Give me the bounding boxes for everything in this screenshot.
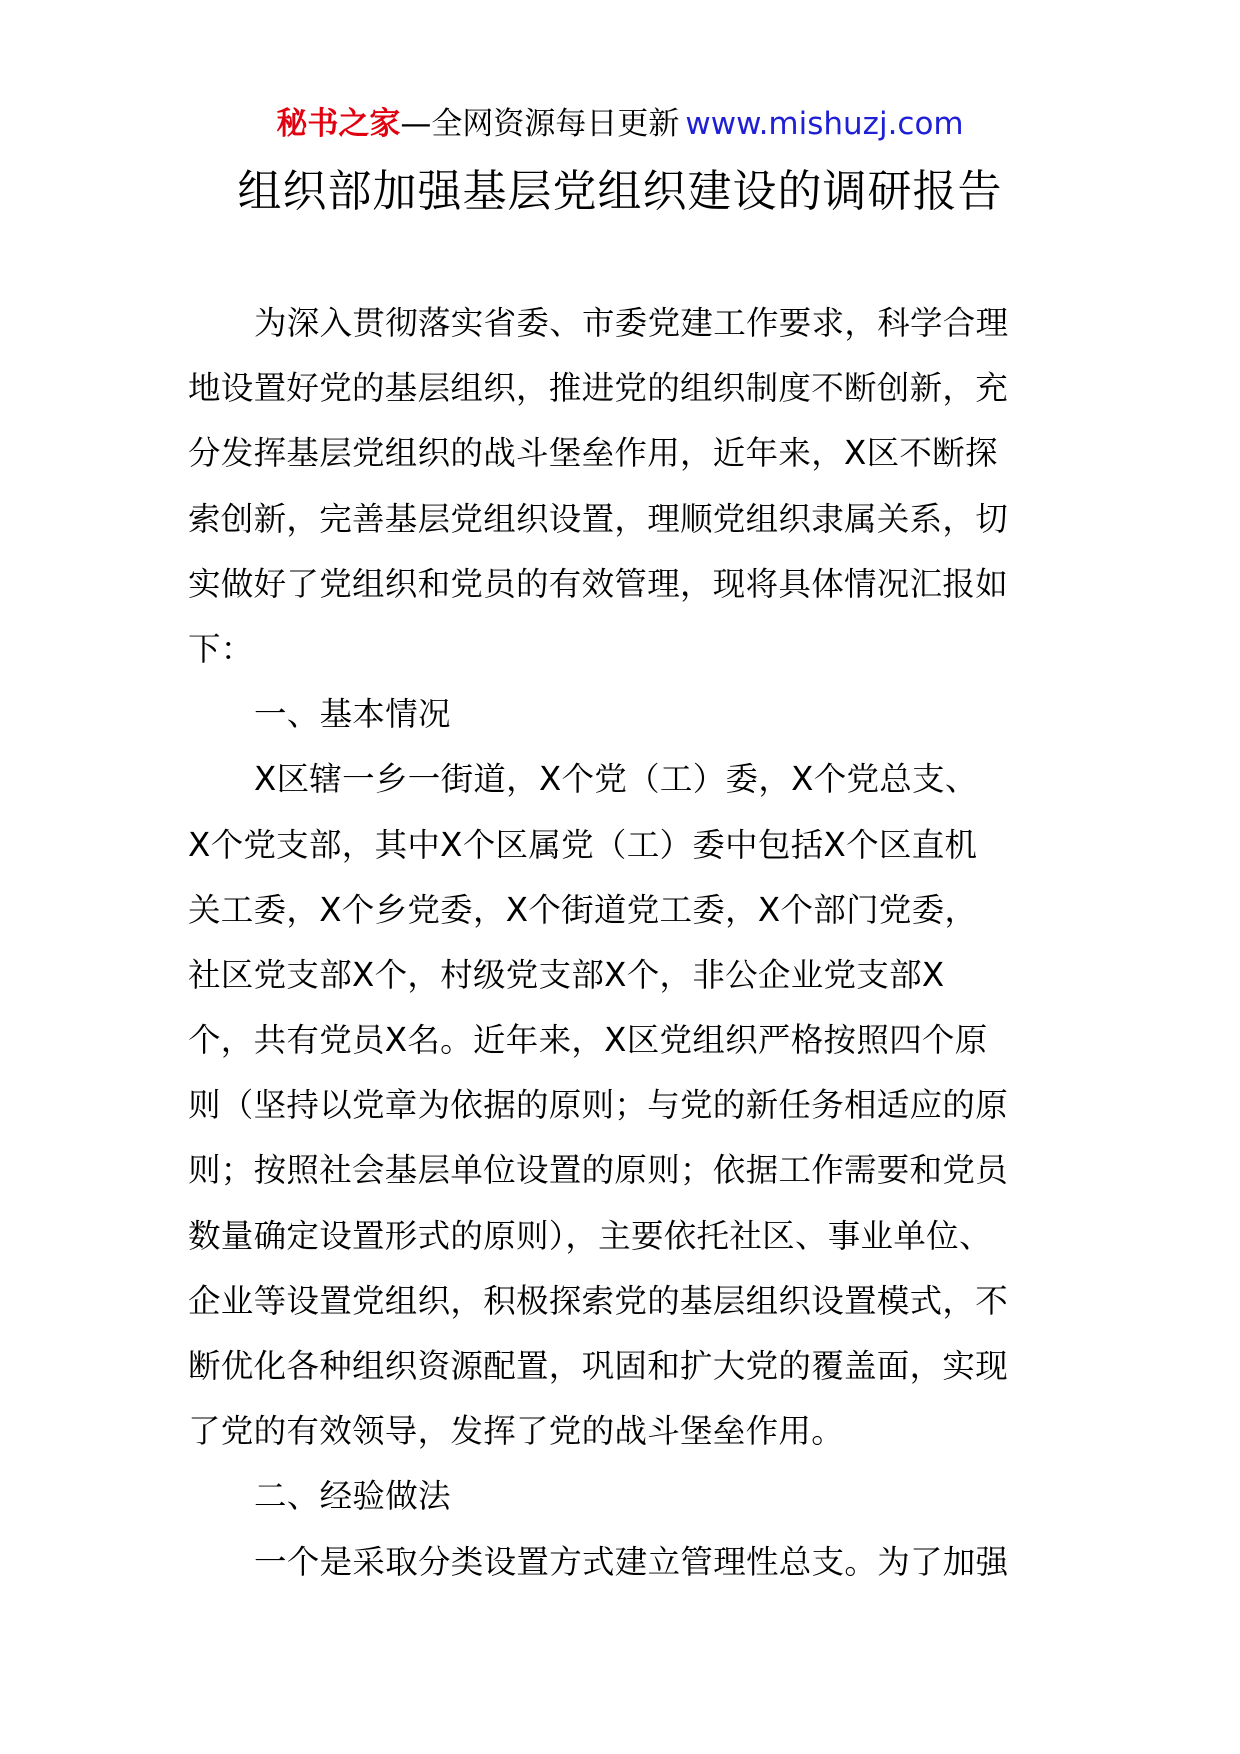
document-body [188, 291, 1058, 1595]
paragraph-line: 数量确定设置形式的原则），主要依托社区、事业单位、 [188, 1216, 992, 1255]
site-url-link[interactable]: www.mishuzj.com [685, 106, 964, 142]
section-heading: 二、经验做法 [254, 1477, 451, 1516]
paragraph-line: 则；按照社会基层单位设置的原则；依据工作需要和党员 [188, 1151, 1009, 1190]
document-title: 组织部加强基层党组织建设的调研报告 [237, 166, 1003, 217]
paragraph-line: 个，共有党员X名。近年来，X区党组织严格按照四个原 [188, 1021, 988, 1060]
site-header [0, 104, 1240, 144]
paragraph-line: 关工委，X个乡党委，X个街道党工委，X个部门党委， [188, 890, 978, 929]
section-heading: 一、基本情况 [254, 695, 451, 734]
paragraph-line: X区辖一乡一街道，X个党（工）委，X个党总支、 [254, 760, 978, 799]
paragraph-line: 索创新，完善基层党组织设置，理顺党组织隶属关系，切 [188, 499, 1009, 538]
paragraph-line: 分发挥基层党组织的战斗堡垒作用，近年来，X区不断探 [188, 434, 998, 473]
header-tagline: —全网资源每日更新 [400, 106, 680, 142]
paragraph-line: 社区党支部X个，村级党支部X个，非公企业党支部X [188, 955, 945, 994]
paragraph-line: 为深入贯彻落实省委、市委党建工作要求，科学合理 [254, 304, 1009, 342]
paragraph-line: 了党的有效领导，发挥了党的战斗堡垒作用。 [188, 1412, 845, 1451]
paragraph-line: 断优化各种组织资源配置，巩固和扩大党的覆盖面，实现 [188, 1347, 1009, 1385]
paragraph-line: 则（坚持以党章为依据的原则；与党的新任务相适应的原 [188, 1086, 1009, 1125]
paragraph-line: 地设置好党的基层组织，推进党的组织制度不断创新，充 [188, 369, 1009, 408]
paragraph-line: 下： [188, 629, 254, 668]
paragraph-line: X个党支部，其中X个区属党（工）委中包括X个区直机 [188, 825, 978, 864]
paragraph-line: 实做好了党组织和党员的有效管理，现将具体情况汇报如 [188, 564, 1009, 603]
paragraph-line: 一个是采取分类设置方式建立管理性总支。为了加强 [254, 1542, 1009, 1581]
paragraph-line: 企业等设置党组织，积极探索党的基层组织设置模式，不 [188, 1281, 1009, 1320]
brand-name: 秘书之家 [276, 106, 401, 142]
